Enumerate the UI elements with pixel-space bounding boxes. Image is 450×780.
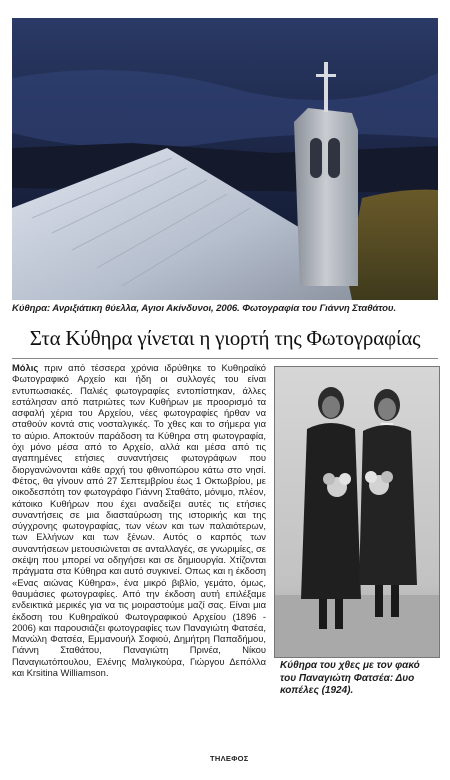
two-girls-photo bbox=[274, 366, 440, 658]
article-body-text: πριν από τέσσερα χρόνια ιδρύθηκε το Κυθηραϊκό Φωτογραφικό Αρχείο και ήδη οι συλλογές του είναι εντυπωσιακές. Παλιές φωτογραφίες εντοπίστηκαν, άλλες εστάλησαν από πατριώτες των Κυθήρων με προορισμό τα ασφαλή χέρια του Αρχείου, νέες φωτογραφίες ήρθαν να σταθούν κοντά στις νοσταλγικές. Το χθες και το σήμερα για το αύριο. Αποκτούν παράδοση τα Κύθηρα στη φωτογραφία, όχι μόνο μέσα από το Αρχείο, αλλά και μέσα από τις αγαπημένες ετήσιες συναντήσεις φωτογράφων που διοργανώνονται κάθε αρχή του φθινοπώρου κάτω στο νησί. Φέτος, θα γίνουν από 27 Σεπτεμβρίου έως 1 Οκτωβρίου, με οικοδεσπότη τον φωτογράφο Γιάννη Σταθάτο, μόνιμο, πλέον, κάτοικο Κυθήρων που έχει αναδείξει αυτές τις ετήσιες συναντήσεις σε μια διασταύρωση της ιστορικής και της σύγχρονης φωτογραφίας, των νέων και των παλαιότερων, των Ελλήνων και των ξένων. Αυτός ο καρπός των συναντήσεων μετουσιώνεται σε ανταλλαγές, σε γνωριμίες, σε σκέψη που μπορεί να οδηγήσει και σε δημιουργία. Χτίζονται πράγματα στα Κύθηρα και αυτό συγκινεί. Οπως και η έκδοση «Ενας αιώνας Κύθηρα», ένα μικρό βιβλίο, γεμάτο, όμως, θαυμάσιες φωτογραφίες. Από την έκδοση αυτή επιλέξαμε ενδεικτικά μερικές για να τις μοιραστούμε μαζί σας. Είναι μια έκδοση του Κυθηραϊκού Φωτογραφικού Αρχείου (1896 - 2006) και παρουσιάζει φωτογραφίες των Παναγιώτη Φατσέα, Μανώλη Φατσέα, Εμμανουήλ Σοφιού, Δημήτρη Παπαδήμου, Γιάννη Σταθάτου, Παναγιώτη Πρινέα, Νίκου Παναγιωτόπουλου, Ελένης Μαλιγκούρα, Γιώργου Δεπόλλα και Krsitina Williamson. bbox=[12, 362, 266, 679]
storm-chapel-photo bbox=[12, 18, 438, 300]
top-photo-caption: Κύθηρα: Ανριξιάτικη θύελλα, Αγιοι Ακίνδυνοι, 2006. Φωτογραφία του Γιάννη Σταθάτου. bbox=[12, 303, 397, 314]
article-paragraph bbox=[12, 362, 266, 678]
headline-divider bbox=[12, 358, 438, 359]
side-photo-caption: Κύθηρα του χθες με τον φακό του Παναγιώτη Φατσέα: Δυο κοπέλες (1924). bbox=[280, 660, 420, 696]
article-body bbox=[12, 362, 266, 678]
article-headline: Στα Κύθηρα γίνεται η γιορτή της Φωτογραφίας bbox=[29, 326, 421, 350]
author-byline: ΤΗΛΕΦΟΣ bbox=[210, 754, 249, 763]
lead-word: Μόλις bbox=[12, 362, 39, 373]
